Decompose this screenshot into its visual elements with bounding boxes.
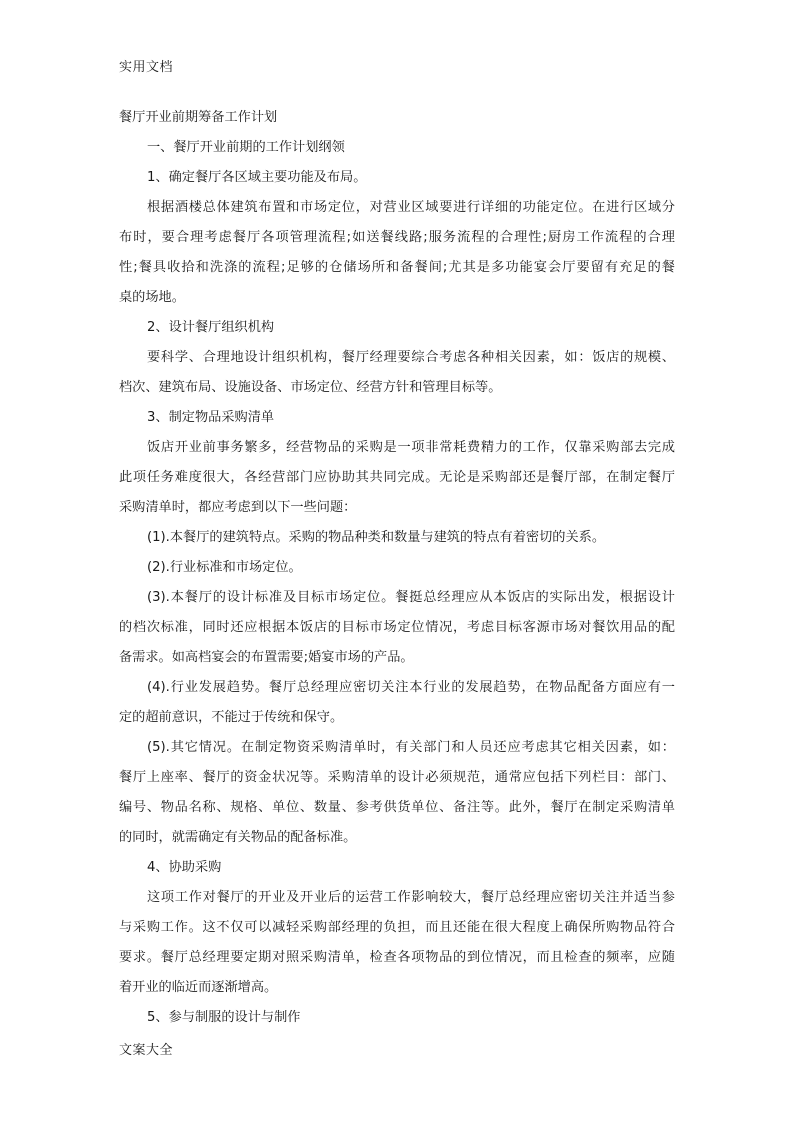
text-line: 5、参与制服的设计与制作 (147, 1010, 301, 1025)
text-line: 档次、建筑布局、设施设备、市场定位、经营方针和管理目标等。 (119, 380, 502, 395)
text-line: 3、制定物品采购清单 (147, 410, 275, 425)
text-line: 编号、物品名称、规格、单位、数量、参考供货单位、备注等。此外，餐厅在制定采购清单 (119, 800, 675, 815)
text-line: (1).本餐厅的建筑特点。采购的物品种类和数量与建筑的特点有着密切的关系。 (147, 530, 606, 545)
page-footer: 文案大全 (119, 1043, 174, 1058)
text-line: 2、设计餐厅组织机构 (147, 320, 275, 335)
text-line: 这项工作对餐厅的开业及开业后的运营工作影响较大，餐厅总经理应密切关注并适当参 (147, 890, 675, 905)
text-line: 一、餐厅开业前期的工作计划纲领 (147, 140, 345, 155)
text-line: 4、协助采购 (147, 860, 222, 875)
text-line: 布时，要合理考虑餐厅各项管理流程;如送餐线路;服务流程的合理性;厨房工作流程的合理 (119, 230, 675, 245)
text-line: 此项任务难度很大，各经营部门应协助其共同完成。无论是采购部还是餐厅部，在制定餐厅 (119, 470, 675, 485)
text-line: 的同时，就需确定有关物品的配备标准。 (119, 830, 357, 845)
text-line: 桌的场地。 (119, 290, 185, 305)
text-line: 与采购工作。这不仅可以减轻采购部经理的负担，而且还能在很大程度上确保所购物品符合 (119, 920, 675, 935)
text-line: 的档次标准，同时还应根据本饭店的目标市场定位情况，考虑目标客源市场对餐饮用品的配 (119, 620, 675, 635)
text-line: 饭店开业前事务繁多，经营物品的采购是一项非常耗费精力的工作，仅靠采购部去完成 (147, 440, 675, 455)
text-line: 备需求。如高档宴会的布置需要;婚宴市场的产品。 (119, 650, 414, 665)
text-line: 定的超前意识，不能过于传统和保守。 (119, 710, 344, 725)
text-line: (4).行业发展趋势。餐厅总经理应密切关注本行业的发展趋势，在物品配备方面应有一 (147, 680, 675, 695)
text-line: 性;餐具收拾和洗涤的流程;足够的仓储场所和备餐间;尤其是多功能宴会厅要留有充足的餐 (119, 260, 675, 275)
text-line: (3).本餐厅的设计标准及目标市场定位。餐挺总经理应从本饭店的实际出发，根据设计 (147, 590, 675, 605)
document-body (119, 103, 675, 1033)
document-title: 餐厅开业前期筹备工作计划 (119, 110, 278, 125)
text-line: (2).行业标准和市场定位。 (147, 560, 302, 575)
text-line: 采购清单时，都应考虑到以下一些问题： (119, 500, 357, 515)
text-line: 餐厅上座率、餐厅的资金状况等。采购清单的设计必须规范，通常应包括下列栏目：部门、 (119, 770, 675, 785)
text-line: 根据酒楼总体建筑布置和市场定位，对营业区域要进行详细的功能定位。在进行区域分 (147, 200, 675, 215)
text-line: 要科学、合理地设计组织机构，餐厅经理要综合考虑各种相关因素，如：饭店的规模、 (147, 350, 675, 365)
text-line: 1、确定餐厅各区域主要功能及布局。 (147, 170, 367, 185)
text-line: 要求。餐厅总经理要定期对照采购清单，检查各项物品的到位情况，而且检查的频率，应随 (119, 950, 675, 965)
page-header: 实用文档 (119, 60, 174, 75)
text-line: 着开业的临近而逐渐增高。 (119, 980, 278, 995)
text-line: (5).其它情况。在制定物资采购清单时，有关部门和人员还应考虑其它相关因素，如： (147, 740, 675, 755)
